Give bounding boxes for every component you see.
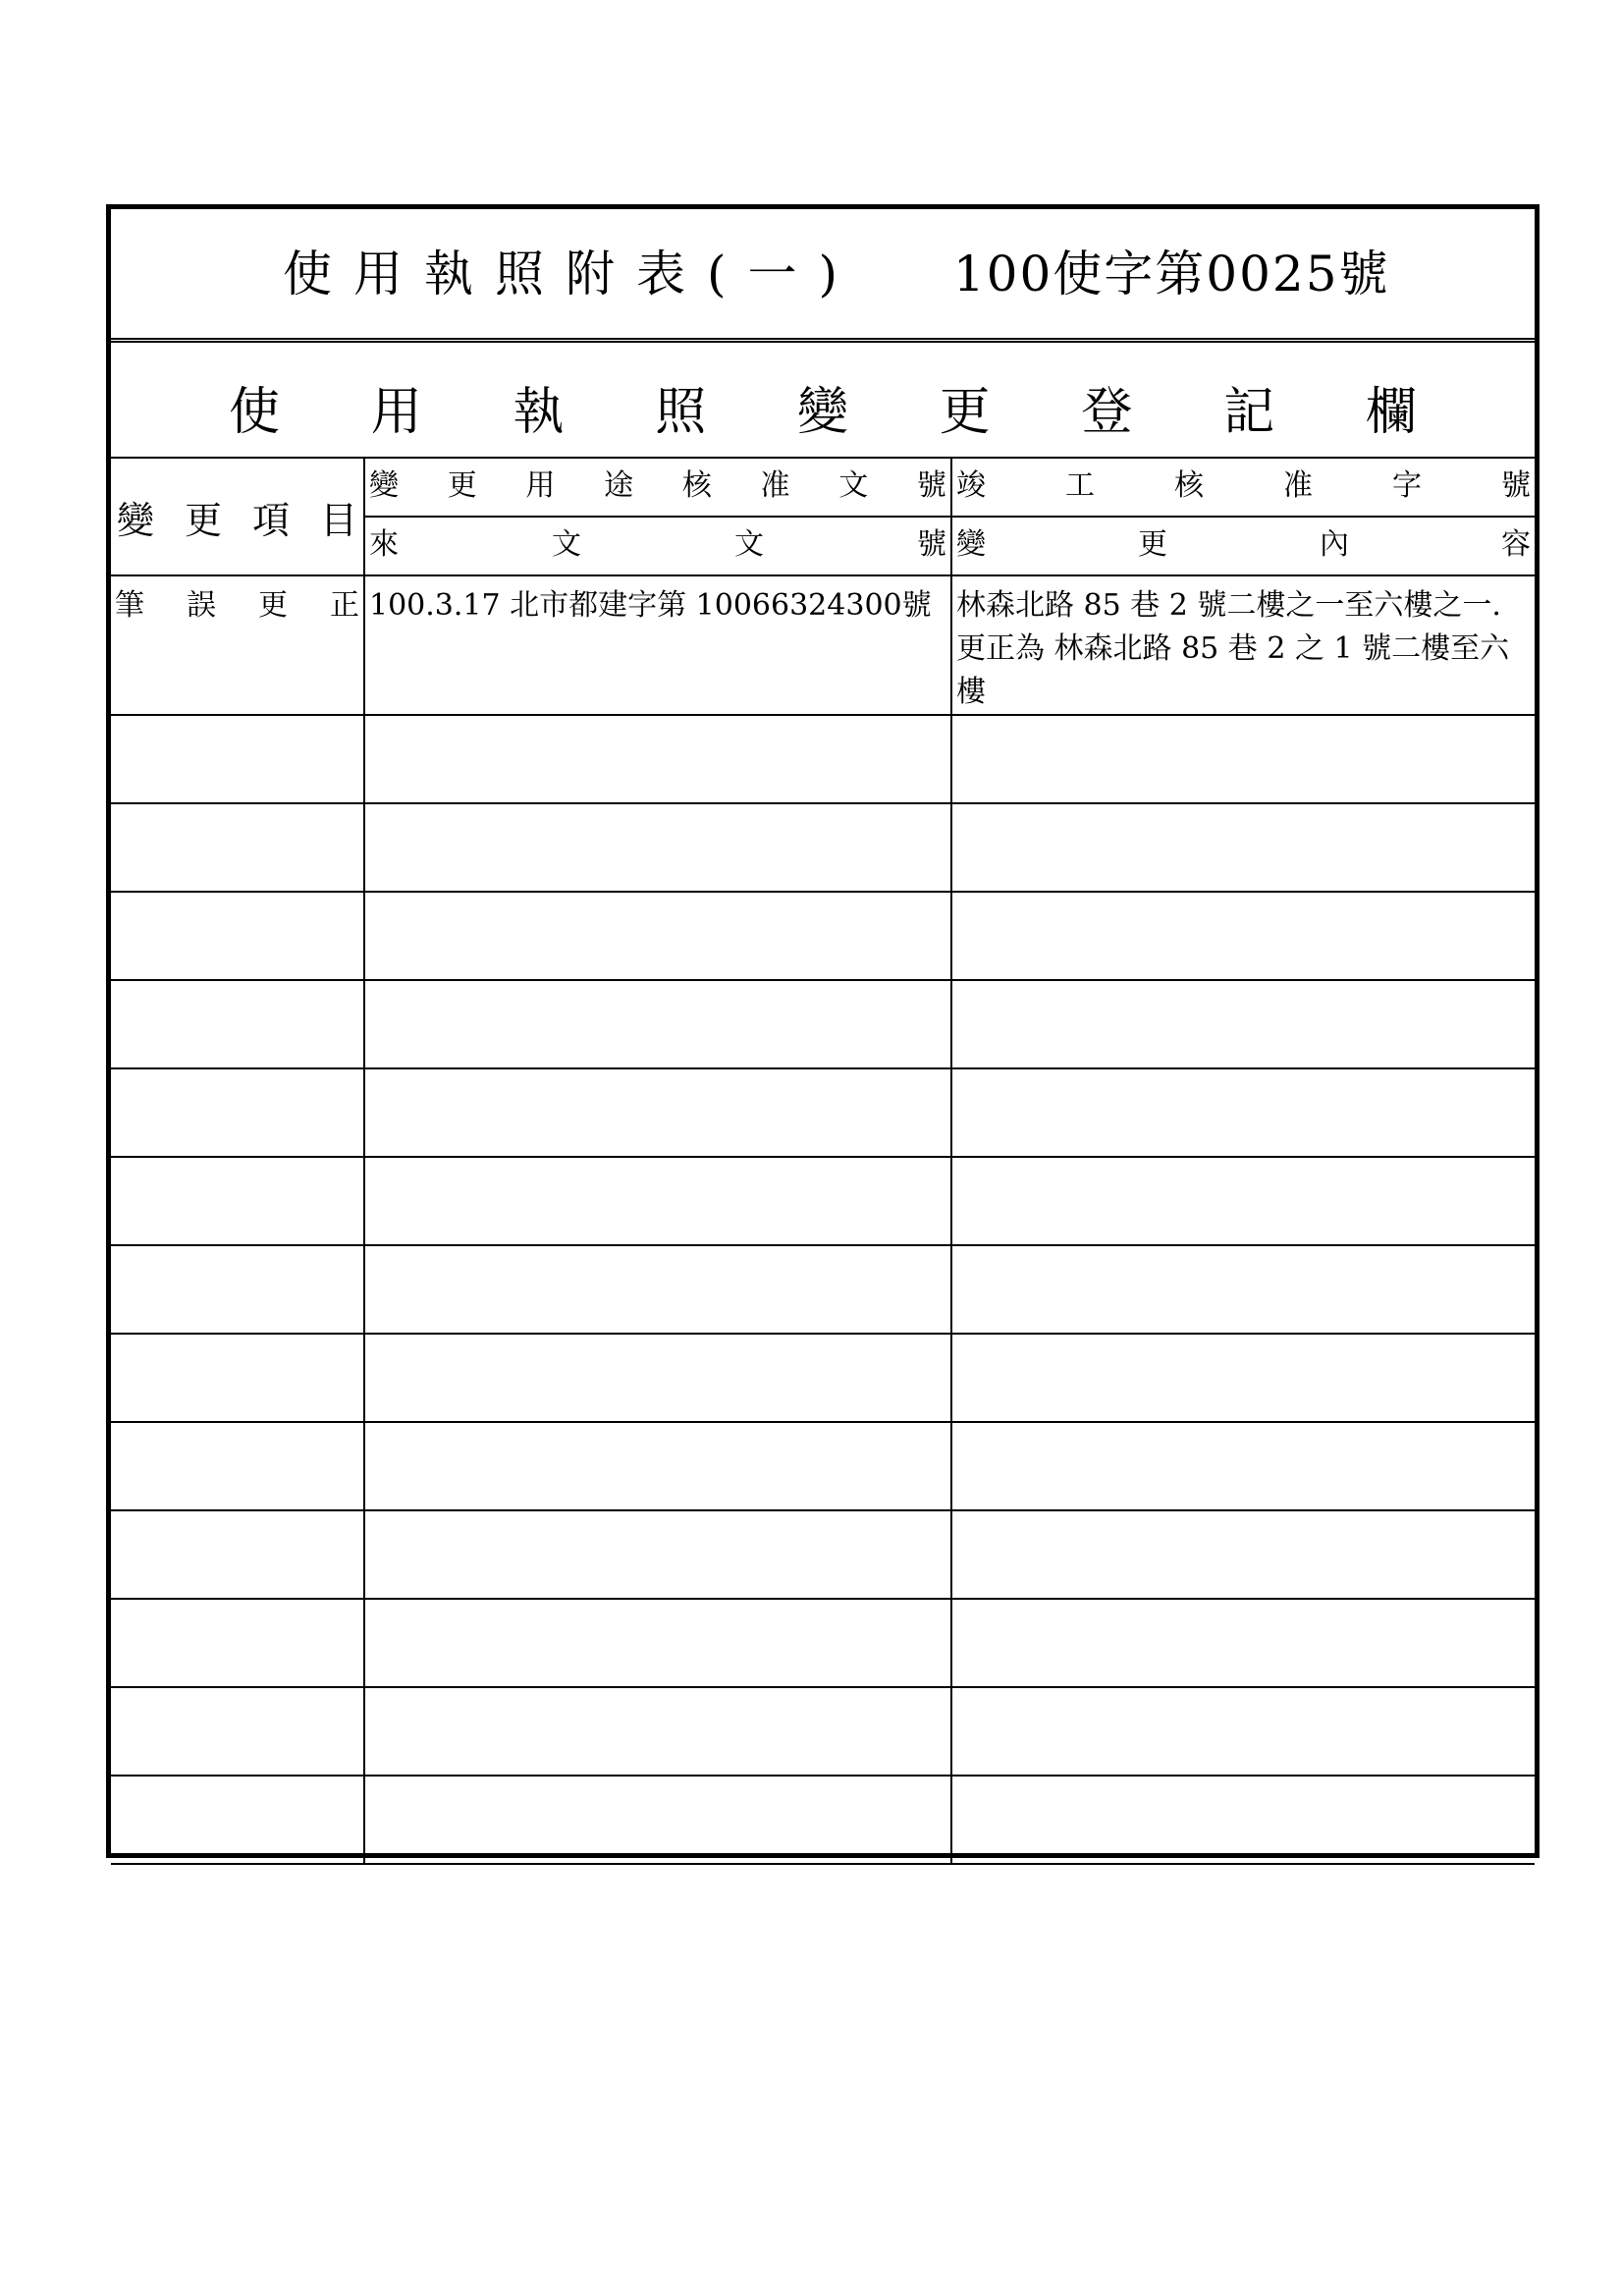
permit-appendix-table bbox=[106, 204, 1540, 1858]
table-row bbox=[111, 1687, 1535, 1776]
permit-number: 100使字第0025號 bbox=[952, 246, 1390, 302]
col-header-approval-no: 變 更 用 途 核 准 文 號 bbox=[364, 459, 951, 517]
section-title-row bbox=[111, 341, 1535, 459]
section-title: 使 用 執 照 變 更 登 記 欄 bbox=[229, 383, 1417, 442]
table-row bbox=[111, 1599, 1535, 1687]
table-row bbox=[111, 1068, 1535, 1157]
change-register-table bbox=[111, 459, 1535, 1865]
table-row bbox=[111, 1510, 1535, 1599]
table-row bbox=[111, 1245, 1535, 1334]
table-row bbox=[111, 892, 1535, 980]
table-row bbox=[111, 1422, 1535, 1510]
col-header-change-content: 變 更 內 容 bbox=[951, 517, 1535, 575]
table-row bbox=[111, 803, 1535, 892]
col-header-incoming-doc: 來 文 文 號 bbox=[364, 517, 951, 575]
row-doc-number: 100.3.17 北市都建字第 10066324300號 bbox=[364, 575, 951, 715]
header-row-top bbox=[111, 459, 1535, 517]
table-row bbox=[111, 1334, 1535, 1422]
title-label: 使用執照附表(一) bbox=[283, 246, 860, 302]
table-row bbox=[111, 1157, 1535, 1245]
table-row bbox=[111, 575, 1535, 715]
table-row bbox=[111, 1776, 1535, 1864]
col-header-completion-no: 竣 工 核 准 字 號 bbox=[951, 459, 1535, 517]
table-row bbox=[111, 715, 1535, 803]
title-row bbox=[111, 209, 1535, 340]
table-row bbox=[111, 980, 1535, 1068]
row-change-content: 林森北路 85 巷 2 號二樓之一至六樓之一. 更正為 林森北路 85 巷 2 之 1 號二樓至六樓 bbox=[951, 575, 1535, 715]
row-item: 筆 誤 更 正 bbox=[111, 575, 364, 715]
page-title bbox=[283, 235, 1390, 305]
col-header-item: 變 更 項 目 bbox=[111, 459, 364, 575]
